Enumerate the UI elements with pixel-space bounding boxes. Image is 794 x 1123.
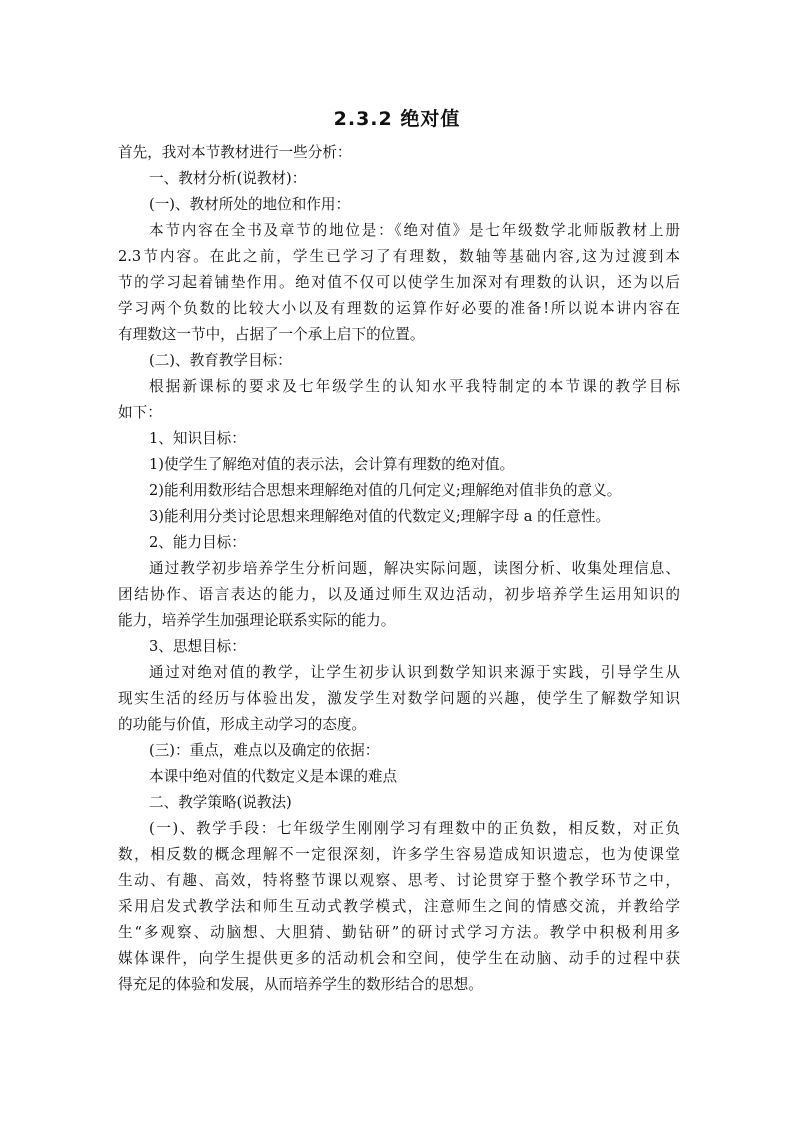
paragraph-line: 通过对绝对值的教学，让学生初步认识到数学知识来源于实践，引导学生从 xyxy=(149,664,680,681)
paragraph-line: 数，相反数的概念理解不一定很深刻，许多学生容易造成知识遗忘，也为使课堂 xyxy=(118,846,680,863)
subsection-heading-1-2: (二)、教育教学目标： xyxy=(149,352,292,369)
goal-heading-thought: 3、思想目标： xyxy=(149,638,246,655)
goal-heading-knowledge: 1、知识目标： xyxy=(149,430,246,447)
paragraph-line: 现实生活的经历与体验出发，激发学生对数学问题的兴趣，使学生了解数学知识 xyxy=(118,690,680,707)
section-heading-2: 二、教学策略(说教法) xyxy=(149,794,292,811)
goal-item: 2)能利用数形结合思想来理解绝对值的几何定义;理解绝对值非负的意义。 xyxy=(149,482,622,499)
paragraph-line: (一)、教学手段：七年级学生刚刚学习有理数中的正负数，相反数，对正负 xyxy=(149,820,680,837)
paragraph-line: 得充足的体验和发展，从而培养学生的数形结合的思想。 xyxy=(118,976,483,993)
paragraph-line: 生“多观察、动脑想、大胆猜、勤钻研”的研讨式学习方法。教学中积极利用多 xyxy=(118,924,680,941)
subsection-heading-1-1: (一)、教材所处的地位和作用： xyxy=(149,196,351,213)
paragraph-line: 采用启发式教学法和师生互动式教学模式，注意师生之间的情感交流，并教给学 xyxy=(118,898,680,915)
paragraph-line: 本节内容在全书及章节的地位是：《绝对值》是七年级数学北师版教材上册 xyxy=(149,222,680,239)
paragraph-line: 生动、有趣、高效，特将整节课以观察、思考、讨论贯穿于整个教学环节之中， xyxy=(118,872,680,889)
paragraph-line: 团结协作、语言表达的能力，以及通过师生双边活动，初步培养学生运用知识的 xyxy=(118,586,680,603)
section-heading-1: 一、教材分析(说教材)： xyxy=(149,170,307,187)
paragraph-line: 通过教学初步培养学生分析问题，解决实际问题，读图分析、收集处理信息、 xyxy=(149,560,680,577)
paragraph-line: 有理数这一节中，占据了一个承上启下的位置。 xyxy=(118,326,425,343)
paragraph-line: 的功能与价值，形成主动学习的态度。 xyxy=(118,716,367,733)
paragraph-line: 学习两个负数的比较大小以及有理数的运算作好必要的准备!所以说本讲内容在 xyxy=(118,300,680,317)
goal-item: 3)能利用分类讨论思想来理解绝对值的代数定义;理解字母 a 的任意性。 xyxy=(149,508,611,525)
intro-line: 首先，我对本节教材进行一些分析： xyxy=(118,144,352,161)
paragraph-line: 2.3节内容。在此之前，学生已学习了有理数，数轴等基础内容,这为过渡到本 xyxy=(118,248,680,265)
paragraph-line: 根据新课标的要求及七年级学生的认知水平我特制定的本节课的教学目标 xyxy=(149,378,680,395)
paragraph-line: 能力，培养学生加强理论联系实际的能力。 xyxy=(118,612,396,629)
paragraph-line: 如下： xyxy=(118,404,162,421)
paragraph-line: 节的学习起着铺垫作用。绝对值不仅可以使学生加深对有理数的认识，还为以后 xyxy=(118,274,680,291)
document-title: 2.3.2 绝对值 xyxy=(333,108,461,130)
subsection-heading-1-3: (三)：重点，难点以及确定的依据： xyxy=(149,742,380,759)
goal-heading-ability: 2、能力目标： xyxy=(149,534,246,551)
paragraph-line: 媒体课件，向学生提供更多的活动机会和空间，使学生在动脑、动手的过程中获 xyxy=(118,950,680,967)
goal-item: 1)使学生了解绝对值的表示法，会计算有理数的绝对值。 xyxy=(149,456,515,473)
paragraph-line: 本课中绝对值的代数定义是本课的难点 xyxy=(149,768,398,785)
document-body xyxy=(118,140,680,998)
